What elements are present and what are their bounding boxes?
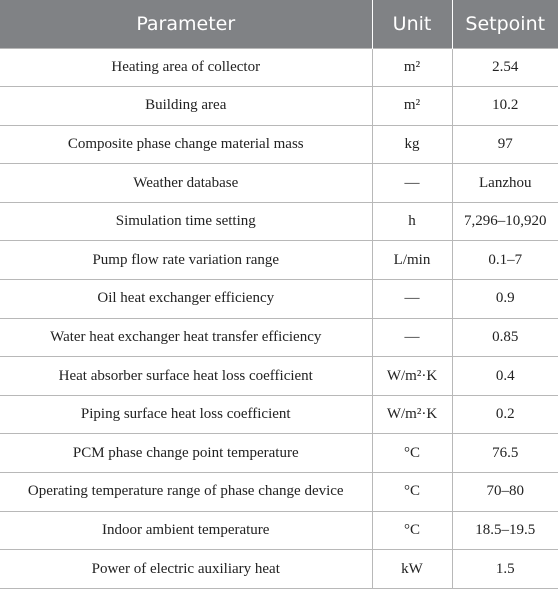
table-row: [0, 202, 558, 241]
cell-setpoint: 97: [452, 125, 558, 164]
cell-parameter: Building area: [0, 87, 372, 126]
table-row: [0, 125, 558, 164]
cell-parameter: Operating temperature range of phase change device: [0, 473, 372, 512]
table-row: [0, 164, 558, 203]
cell-setpoint: 1.5: [452, 550, 558, 589]
cell-parameter: Simulation time setting: [0, 202, 372, 241]
table-row: [0, 434, 558, 473]
cell-unit: m²: [372, 87, 452, 126]
cell-parameter: Composite phase change material mass: [0, 125, 372, 164]
cell-parameter: Water heat exchanger heat transfer efficiency: [0, 318, 372, 357]
cell-setpoint: 0.1–7: [452, 241, 558, 280]
table-body: [0, 48, 558, 588]
table-row: [0, 241, 558, 280]
cell-parameter: Piping surface heat loss coefficient: [0, 395, 372, 434]
cell-unit: —: [372, 318, 452, 357]
cell-parameter: Oil heat exchanger efficiency: [0, 280, 372, 319]
cell-unit: °C: [372, 473, 452, 512]
cell-setpoint: 0.2: [452, 395, 558, 434]
cell-setpoint: 2.54: [452, 48, 558, 87]
cell-setpoint: 76.5: [452, 434, 558, 473]
cell-unit: kg: [372, 125, 452, 164]
cell-unit: °C: [372, 511, 452, 550]
cell-parameter: Heating area of collector: [0, 48, 372, 87]
cell-unit: h: [372, 202, 452, 241]
cell-setpoint: 10.2: [452, 87, 558, 126]
header-parameter: Parameter: [0, 0, 372, 48]
table-row: [0, 395, 558, 434]
cell-setpoint: 0.4: [452, 357, 558, 396]
cell-unit: °C: [372, 434, 452, 473]
table-row: [0, 511, 558, 550]
table-row: [0, 357, 558, 396]
cell-unit: W/m²·K: [372, 357, 452, 396]
cell-parameter: Weather database: [0, 164, 372, 203]
cell-parameter: Power of electric auxiliary heat: [0, 550, 372, 589]
table-row: [0, 280, 558, 319]
table-row: [0, 48, 558, 87]
header-row: [0, 0, 558, 48]
cell-setpoint: 0.9: [452, 280, 558, 319]
cell-unit: —: [372, 164, 452, 203]
cell-setpoint: Lanzhou: [452, 164, 558, 203]
header-setpoint: Setpoint: [465, 12, 546, 35]
cell-setpoint: 18.5–19.5: [452, 511, 558, 550]
cell-setpoint: 70–80: [452, 473, 558, 512]
table-row: [0, 550, 558, 589]
cell-parameter: Pump flow rate variation range: [0, 241, 372, 280]
cell-unit: m²: [372, 48, 452, 87]
cell-unit: kW: [372, 550, 452, 589]
cell-parameter: Heat absorber surface heat loss coefficient: [0, 357, 372, 396]
header-unit: Unit: [372, 0, 452, 48]
table-header: [0, 0, 558, 48]
cell-unit: W/m²·K: [372, 395, 452, 434]
table-row: [0, 87, 558, 126]
cell-unit: L/min: [372, 241, 452, 280]
cell-parameter: Indoor ambient temperature: [0, 511, 372, 550]
table-row: [0, 318, 558, 357]
cell-unit: —: [372, 280, 452, 319]
table-row: [0, 473, 558, 512]
cell-setpoint: 0.85: [452, 318, 558, 357]
cell-parameter: PCM phase change point temperature: [0, 434, 372, 473]
cell-setpoint: 7,296–10,920: [452, 202, 558, 241]
